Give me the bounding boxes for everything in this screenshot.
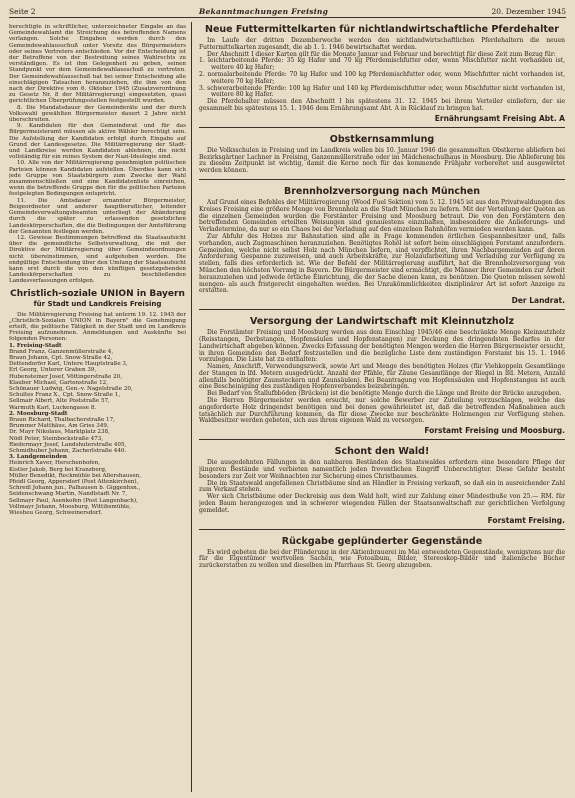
election-paragraph: 10. Alle von der Militärregierung genehmigten politischen Parteien können Kandidaten aufstellen. Überdies kann sich jede Gruppe von Staatsbürgern zum Zwecke der Wahl zusammenschließen und eine Kandidatenliste einreichen, wenn die betreffende Gruppe den für die politischen Parteien festgelegten Bedingungen entspricht. bbox=[9, 160, 186, 198]
contact-name: Heinrich Xaver, Herschenhofen, bbox=[9, 460, 101, 467]
contact-name: Schmidhuber Johann, Zacherlstraße 440. bbox=[9, 448, 127, 454]
article-divider bbox=[199, 309, 565, 310]
forest-body: Die im Staatswald angefallenen Christbäume sind an Händler in Freising verkauft, so daß ein in ausreichender Zahl zum Verkauf stehen. bbox=[199, 479, 565, 494]
contact-name: Dettendorfer Karl, Untere Hauptstraße 3, bbox=[9, 361, 128, 368]
contact-name: Warmuth Karl, Luckengasse 8. bbox=[9, 404, 97, 411]
forest-body: Wer sich Christbäume oder Deckreisig aus dem Wald holt, wird zur Zahlung einer Mindestbuße von 25.— RM. für jeden Baum herangezogen und in schwerer wiegenden Fällen der Staatsanwaltschaft zur gerichtlichen Verfolgung gemeldet. bbox=[199, 493, 565, 514]
election-paragraph: 8. Die Mandatsdauer der Gemeinderäte und der durch Volkswahl gewählten Bürgermeister dauert 2 Jahre nicht überschreiten. bbox=[9, 104, 186, 124]
article-divider bbox=[199, 127, 565, 128]
left-column bbox=[9, 24, 186, 792]
contact-name: Müller Benedikt, Reckmühle bei Allershausen, bbox=[9, 472, 142, 479]
timber-signature: Forstamt Freising und Moosburg. bbox=[424, 426, 565, 436]
group-heading: 3. Landgemeinden bbox=[9, 454, 67, 461]
csu-subtitle: für Stadt und Landkreis Freising bbox=[33, 299, 162, 308]
group-heading: 1. Freising-Stadt bbox=[9, 342, 62, 349]
election-paragraph: 11. Die Amtsdauer ernannter Bürgermeister, Beigeordneter und anderer hauptberuflicher, leitender Gemeindeverwaltungsbeamten unterliegt der Abänderung durch die später zu erlassenden gesetzlichen Landeskörperschaften, die die Bedingungen der Amtsführung der Genannten festlegen werden. bbox=[9, 197, 186, 235]
timber-body: Bei Bedarf von Stallufbböden (Brücken) ist die benötigte Menge durch die Länge und Breite der Brücke anzugeben. bbox=[207, 390, 562, 398]
feed-cards-title: Neue Futtermittelkarten für nichtlandwirtschaftliche Pferdehalter bbox=[205, 24, 559, 35]
column-divider bbox=[191, 22, 192, 792]
csu-intro: Die Militärregierung Freising hat unterm 19. 12. 1945 der „Christlich-Sozialen UNION in Bayern" die Genehmigung erteilt, die politische Tätigkeit in der Stadt und im Landkreis Freising aufzunehmen. Anmeldungen und Auskünfte bei folgenden Personen: bbox=[9, 311, 186, 343]
firewood-title: Brennholzversorgung nach München bbox=[283, 185, 481, 197]
contact-name: Klauber Michael, Gartenstraße 12, bbox=[9, 379, 108, 386]
contact-name: Schredl Johann jun., Palhausen b. Giggenhsn., bbox=[9, 485, 141, 492]
contact-name: Brummer Matthäus, Am Gries 349, bbox=[9, 423, 109, 430]
feed-cards-paragraph: Die Pferdehalter müssen den Abschnitt I bis spätestens 31. 12. 1945 bei ihrem Verteiler einliefern, der sie gesammelt bis spätestens 15. 1. 1946 dem Ernährungsamt Abt. A in Rücklauf zu bringen hat. bbox=[199, 98, 565, 112]
contact-name: Hubensteiner Josef, Vöttingerstraße 20, bbox=[9, 373, 122, 380]
contact-name: Riedermayr Josef, Landshuterstraße 405, bbox=[9, 441, 127, 448]
page-number: Seite 2 bbox=[9, 6, 36, 16]
contact-name: Brand Franz, Ganzenmüllerstraße 4, bbox=[9, 348, 114, 355]
contact-name: Sellmair Albert, Alte Poststraße 57, bbox=[9, 398, 110, 405]
csu-contacts bbox=[9, 343, 186, 517]
timber-title: Versorgung der Landwirtschaft mit Kleinnutzholz bbox=[250, 316, 514, 328]
stolen-goods-body: Es wird gebeten die bei der Plünderung in der Aktienbrauerei im Mai entwendeten Gegenstände, wenigstens nur die für die Eigentümer wertvollen Sachen, wie Fotoalbum, Bilder, Stereoskop-Bilder und italienische Bücher zurückerstatten zu wollen und dieselben im Pfarrhaus St. Georg abzugeben. bbox=[199, 548, 565, 570]
csu-title: Christlich-soziale UNION in Bayern bbox=[10, 288, 185, 299]
forest-body: Die ausgedehnten Fällungen in den nahbaren Beständen des Staatswaldes erfordern eine besondere Pflege der jüngeren Bestände und verbieten namentlich jeden freventlichen Eingriff Unberechtigter. Diese Gefahr besteht besonders zur Zeit vor Weihnachten zur Sicherung eines Christbaumes. bbox=[199, 459, 565, 480]
election-paragraph: 12. Gewisse Bestimmungen betreffend die Staatsaufsicht über die gemeindliche Selbstverwaltung, die mit der Direktive der Militärregierung über Gemeindeordnungen nicht übereinstimmen, sind aufgehoben worden. Die endgültige Entscheidung über den Umfang der Staatsaufsicht kann erst durch die von den künftigen gesetzgebenden Landeskörperschaften zu beschließenden Landesverfassungen erfolgen. bbox=[9, 234, 186, 285]
right-column bbox=[199, 22, 565, 796]
feed-ration-item: 3. schwerarbeitende Pferde: 100 kg Hafer und 140 kg Pferdemischfutter oder, wenn Mischfutter nicht vorhanden ist, weitere 80 kg Hafer. bbox=[199, 84, 565, 99]
firewood-signature: Der Landrat. bbox=[511, 296, 565, 306]
stolen-goods-title: Rückgabe geplünderter Gegenstände bbox=[281, 535, 483, 547]
timber-body: Die Herren Bürgermeister werden ersucht, nur solche Bewerber zur Zuteilung vorzuschlagen, welche das angeforderte Holz dringendst benötigen und bei denen gewährleistet ist, daß die betreffenden Maßnahmen auch tatsächlich zur Durchführung kommen, da für diese Zwecke nur beschränkte Holzmengen zur Verfügung stehen. Waldbesitzer werden gebeten, sich aus ihrem eigenen Wald zu versorgen. bbox=[199, 397, 565, 425]
forest-signature: Forstamt Freising. bbox=[487, 515, 565, 525]
feed-ration-item: 2. normalarbeitende Pferde: 70 kg Hafer und 100 kg Pferdemischfutter oder, wenn Mischfutter nicht vorhanden ist, weitere 70 kg Hafer; bbox=[199, 70, 565, 85]
feed-ration-item: 1. leichtarbeitende Pferde: 35 kg Hafer und 70 kg Pferdemischfutter oder, wenn Mischfutter nicht vorhanden ist, weitere 40 kg Hafer; bbox=[199, 57, 565, 72]
article-divider bbox=[199, 439, 565, 440]
election-paragraph: 9. Kandidaten für den Gemeinderat und für das Bürgermeisteramt müssen als aktive Wähler berechtigt sein. Die Aufstellung der Kandidaten erfolgt durch Eingabe auf Grund der Landesgesetze. Die Militärregierung der Stadt- und Landkreise werden Kandidaten ablehnen, die nicht vollständig für ein reines System der Nazi-Ideologie sind. bbox=[9, 123, 186, 161]
fruit-pits-title: Obstkernsammlung bbox=[329, 133, 435, 145]
page-header bbox=[9, 5, 566, 18]
contact-name: Kistler Jakob, Berg bei Kranzberg, bbox=[9, 466, 107, 473]
article-divider bbox=[199, 179, 565, 180]
contact-name: Seidenschwang Martin, Nandlstadt Nr. 7, bbox=[9, 491, 128, 498]
feed-cards-paragraph: Der Abschnitt I dieser Karten gilt für die Monate Januar und Februar und berechtigt für diese Zeit zum Bezug für: bbox=[207, 50, 556, 58]
contact-name: Braun Johann, Cpt. Snow-Straße 42, bbox=[9, 354, 113, 361]
contact-name: Pfeidl Georg, Appersdorf (Post Attenkirchen), bbox=[9, 479, 139, 486]
timber-body: Namen, Anschrift, Verwendungszweck, sowie Art und Menge des benötigten Holzes (für Viehkoppeln Gesamtlänge der Stangen in lfd. Metern ausgedrückt. Anzahl der Pfähle, für Zäune Gesamtlänge der Riegel in lfd. Metern, Anzahl allenfalls benötigter Zaunsteckern und Zaunsäulen). Bei Beantragung von Hopfensäulen und Hopfenstangen ist auch eine Bescheinigung des zuständigen Hopfenverbandes beizubringen. bbox=[199, 363, 565, 391]
firewood-body: Zur Abfuhr des Holzes zur Bahnstation sind alle in Frage kommenden örtlichen Gespannbesitzer und, falls vorhanden, auch Zugmaschinen heranzuziehen. Benötigtes Rohöl ist sofort beim einschlägigen Forstamt anzufordern. Gemeinden, welche nicht selbst Holz nach München liefern, sind verpflichtet, ihren Nachbargemeinden auf deren Anforderung Gespanne zuzuweisen, und auch Arbeitskräfte, zur Holzaufarbeitung und Verladung zur Verfügung zu stellen, falls dies erforderlich ist. Wie der Befehl der Militärregierung ausführt, hat die Brennholzversorgung von München den höchsten Vorrang in Bayern. Die Bürgermeister sind ermächtigt, die Männer ihrer Gemeinden zur Arbeit heranzuziehen und jedwede örtliche Einrichtung, die der Sache dienen kann, zu benützen. Die Quoten müssen sowohl mengen- als auch fristgerecht eingehalten werden. Bei Unzukömmlichkeiten disziplinärer Art ist sofort Anzeige zu erstatten. bbox=[199, 232, 565, 295]
publication-title: Bekanntmachungen Freising bbox=[198, 6, 329, 16]
feed-ration-list bbox=[199, 58, 565, 99]
contact-name: Braun Richard, Thalbacherstraße 17, bbox=[9, 416, 115, 423]
fruit-pits-body: Die Volksschulen in Freising und im Landkreis wollen bis 10. Januar 1946 die gesammelten Obstkerne abliefern bei Bezirksgärtner Lachner in Freising, Ganzenmüllerstraße oder im Mädchenschulhaus in Moosburg. Die Ablieferung bis zu diesem Zeitpunkt ist wichtig, damit die Kerne noch für das kommende Frühjahr vorbereitet und ausgewertet werden können. bbox=[199, 146, 565, 175]
firewood-body: Auf Grund eines Befehles der Militärregierung (Wood Fuel Sektion) vom 5. 12. 1945 ist aus den Privatwaldungen des Kreises Freising eine größere Menge von Brennholz an die Stadt München zu liefern. Mit der Verteilung der Quoten an die einzelnen Gemeinden wurden die Forstämter Freising und Moosburg betraut. Die von den Forstämtern den betreffenden Gemeinden erteilten Weisungen sind genauestens einzuhalten, insbesondere die Anlieferungs- und Verladetermine, da nur so ein Chaos bei der Verladung auf den einzelnen Bahnhöfen vermieden werden kann. bbox=[199, 198, 565, 234]
election-paragraph: berechtigte in schriftlicher, unterzeichneter Eingabe an das Gemeindewahlamt die Streichung des betreffenden Namens verlangen. Solche Eingaben werden durch den Gemeindewahlausschuß unter Vorsitz des Bürgermeisters oder seines Vertreters entschieden. Vor der Entscheidung ist der Betroffene von der Bestreitung seines Wahlrechts zu verständigen. Es ist ihm Gelegenheit zu geben, seinen Standpunkt vor dem Gemeindewahlausschuß zu vertreten. Der Gemeindewahlausschuß hat bei seiner Entscheidung alle einschlägigen Tatsachen heranzuziehen, die ihm von den nach der Direktive vom 6. Oktober 1945 (Zusatzverordnung zu Gesetz Nr. 8 der Militärregierung) eingesetzten, quasi gerichtlichen Überprüfungsstellen festgestellt wurden. bbox=[9, 24, 186, 105]
article-divider bbox=[199, 529, 565, 530]
contact-name: Schultes Franz X., Cpt. Snow-Straße 1, bbox=[9, 392, 121, 399]
issue-date: 20. Dezember 1945 bbox=[491, 6, 566, 16]
forest-title: Schont den Wald! bbox=[334, 446, 430, 458]
group-heading: 2. Moosburg-Stadt bbox=[9, 410, 68, 417]
contact-name: Sellmayr Paul, Asenkofen (Post Langenbach), bbox=[9, 497, 138, 504]
contact-name: Dr. Mayr Nikolaus, Marktplatz 238, bbox=[9, 429, 110, 436]
contact-name: Vollmayr Johann, Moosburg, Wittibsmühle, bbox=[9, 503, 131, 510]
contact-name: Erl Georg, Unterer Graben 39, bbox=[9, 367, 97, 374]
contact-name: Wiesheu Georg, Schweinersdorf. bbox=[9, 510, 103, 517]
feed-cards-intro: Im Laufe der dritten Dezemberwoche werden den nichtlandwirtschaftlichen Pferdehaltern die neuen Futtermittelkarten zugesandt, die ab 1. 1. 1946 bewirtschaftet werden. bbox=[199, 37, 565, 51]
timber-body: Die Forstämter Freising und Moosburg werden aus dem Einschlag 1945/46 eine beschränkte Menge Kleinnutzholz (Reisstangen, Derbstangen, Hopfensäulen und Hopfenstangen) zur Deckung des dringendsten Bedarfes in der Landwirtschaft abgeben können. Zwecks Erfassung der benötigten Mengen werden die Herren Bürgermeister ersucht, in ihren Gemeinden den Bedarf festzustellen und die bezügliche Liste dem zuständigen Forstamt bis 15. 1. 1946 vorzulegen. Die Liste hat zu enthalten: bbox=[199, 329, 565, 364]
feed-cards-signature: Ernährungsamt Freising Abt. A bbox=[434, 113, 565, 123]
contact-name: Schönauer Ludwig, Gen.-v. Nagelstraße 20, bbox=[9, 385, 133, 392]
contact-name: Nödl Peter, Steinbockstraße 473, bbox=[9, 435, 104, 442]
